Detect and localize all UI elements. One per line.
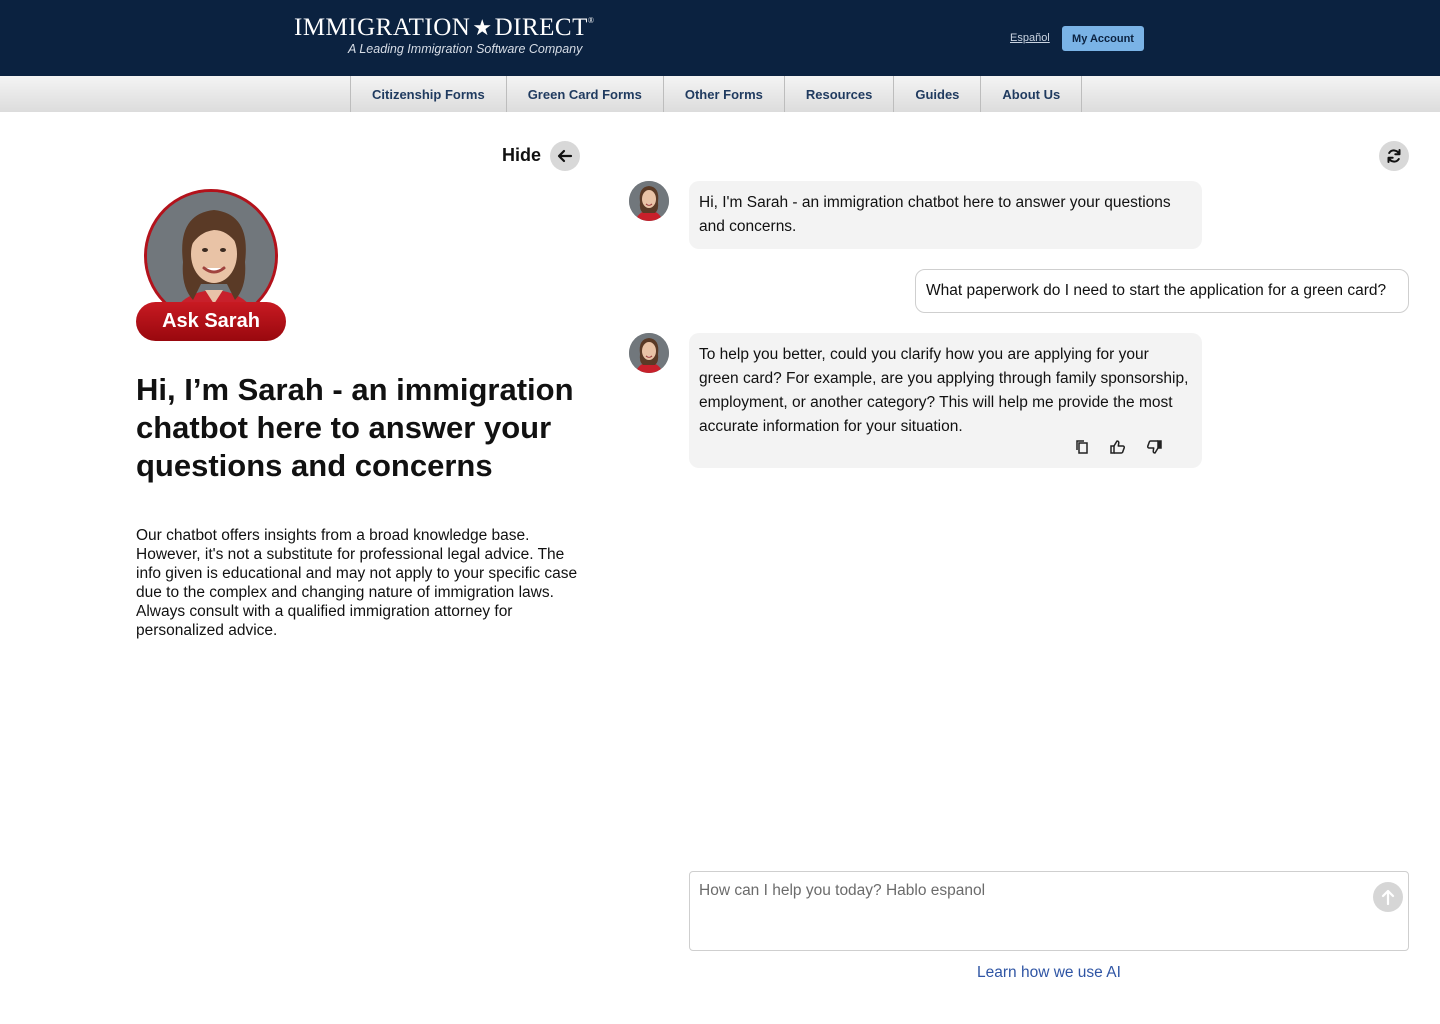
thumbs-up-icon[interactable] [1107, 437, 1129, 457]
arrow-up-icon [1381, 889, 1395, 905]
learn-ai-link[interactable]: Learn how we use AI [977, 964, 1121, 981]
nav-item-citizenship-forms[interactable]: Citizenship Forms [350, 76, 506, 112]
thumbs-down-icon[interactable] [1143, 437, 1165, 457]
message-actions [1071, 437, 1165, 457]
copy-icon[interactable] [1071, 437, 1093, 457]
user-message: What paperwork do I need to start the application for a green card? [915, 269, 1409, 313]
ask-sarah-button[interactable]: Ask Sarah [136, 302, 286, 341]
nav-item-green-card-forms[interactable]: Green Card Forms [506, 76, 663, 112]
send-button[interactable] [1373, 882, 1403, 912]
logo-word-1: IMMIGRATION [294, 14, 471, 41]
legal-disclaimer: Our chatbot offers insights from a broad knowledge base. However, it's not a substitute for professional legal advice. The info given is educational and may not apply to your specific case due to the complex and changing nature of immigration laws. Always consult with a qualified immigration attorney for personalized advice. [136, 527, 578, 639]
nav-item-about-us[interactable]: About Us [980, 76, 1082, 112]
bot-message: Hi, I'm Sarah - an immigration chatbot here to answer your questions and concerns. [689, 181, 1202, 249]
arrow-left-icon [557, 148, 573, 164]
refresh-icon [1386, 148, 1402, 164]
my-account-button[interactable]: My Account [1062, 26, 1144, 51]
hide-panel-button[interactable] [550, 141, 580, 171]
nav-item-guides[interactable]: Guides [893, 76, 980, 112]
bot-avatar [629, 333, 669, 373]
page-title: Hi, I’m Sarah - an immigration chatbot here to answer your questions and concerns [136, 372, 574, 483]
logo-tagline: A Leading Immigration Software Company [348, 42, 583, 56]
site-header [0, 0, 1440, 76]
registered-mark-icon: ® [587, 16, 595, 25]
logo-word-2: DIRECT [494, 14, 588, 41]
nav-item-other-forms[interactable]: Other Forms [663, 76, 784, 112]
bot-avatar [629, 181, 669, 221]
hide-label[interactable]: Hide [502, 145, 542, 165]
nav-item-resources[interactable]: Resources [784, 76, 893, 112]
star-icon: ★ [472, 15, 493, 40]
site-logo[interactable] [294, 14, 614, 64]
chat-input[interactable] [699, 882, 1359, 938]
bot-message-text: To help you better, could you clarify how you are applying for your green card? For example, are you applying through family sponsorship, employment, or another category? This will help me provide the most accurate information for your situation. [699, 346, 1189, 435]
chat-input-box [689, 871, 1409, 951]
refresh-chat-button[interactable] [1379, 141, 1409, 171]
main-nav [0, 76, 1440, 112]
logo-wordmark [294, 14, 594, 42]
language-link[interactable]: Español [1010, 32, 1050, 44]
